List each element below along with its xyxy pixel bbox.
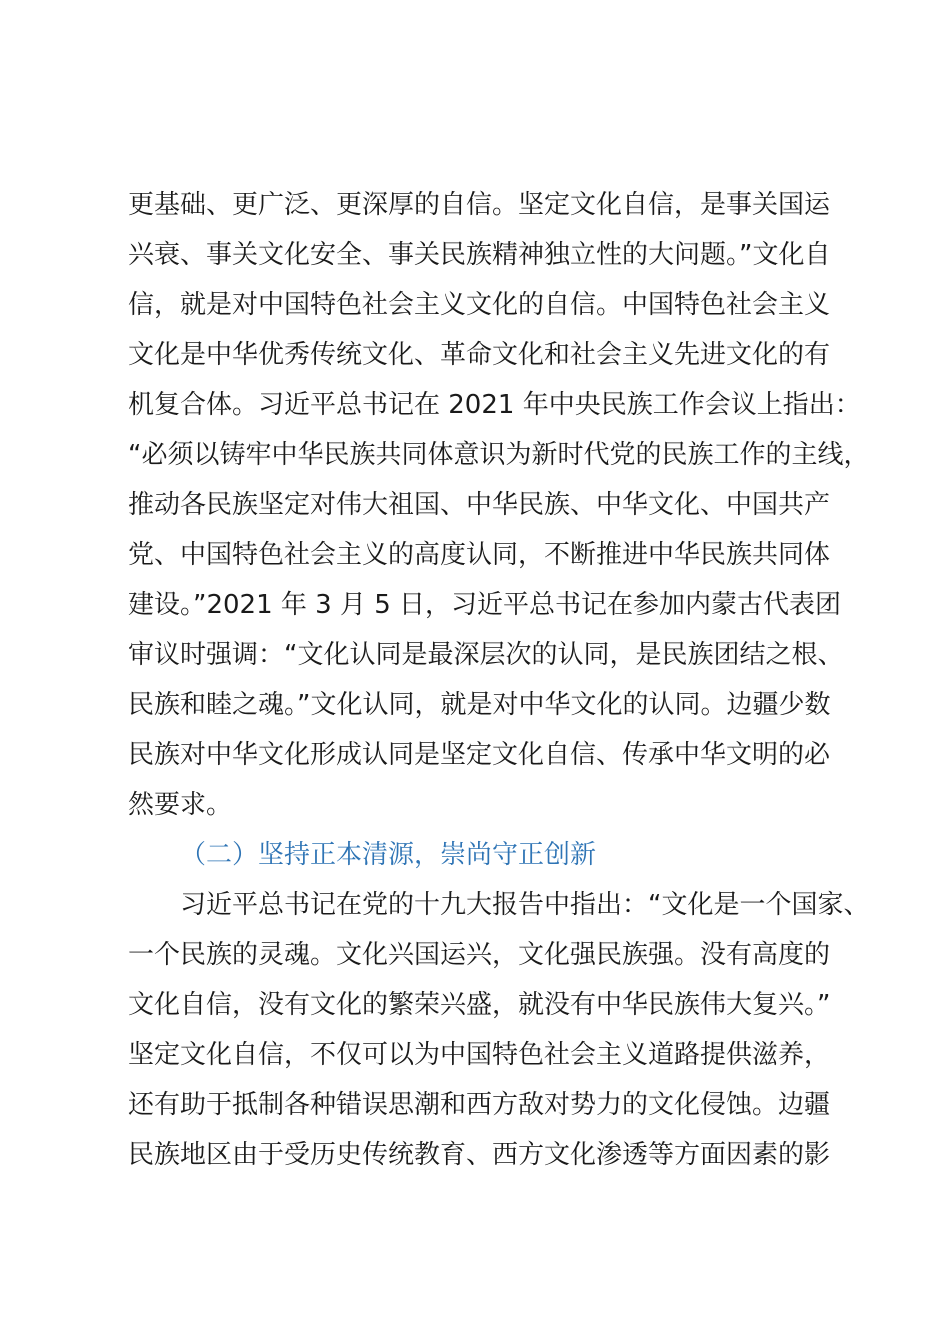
paragraph-nineteenth-congress bbox=[128, 880, 870, 1180]
paragraph-cultural-confidence bbox=[128, 180, 870, 830]
text-line: 一个民族的灵魂。文化兴国运兴，文化强民族强。没有高度的 bbox=[128, 940, 831, 970]
text-line: 文化是中华优秀传统文化、革命文化和社会主义先进文化的有 bbox=[128, 340, 831, 370]
text-line: 兴衰、事关文化安全、事关民族精神独立性的大问题。”文化自 bbox=[128, 240, 831, 270]
text-line: 党、中国特色社会主义的高度认同，不断推进中华民族共同体 bbox=[128, 540, 831, 570]
text-line: 习近平总书记在党的十九大报告中指出：“文化是一个国家、 bbox=[180, 890, 870, 920]
text-line: 民族对中华文化形成认同是坚定文化自信、传承中华文明的必 bbox=[128, 740, 831, 770]
text-line: 更基础、更广泛、更深厚的自信。坚定文化自信，是事关国运 bbox=[128, 190, 831, 220]
text-line: 民族和睦之魂。”文化认同，就是对中华文化的认同。边疆少数 bbox=[128, 690, 831, 720]
text-line: 还有助于抵制各种错误思潮和西方敌对势力的文化侵蚀。边疆 bbox=[128, 1090, 831, 1120]
text-line: “必须以铸牢中华民族共同体意识为新时代党的民族工作的主线， bbox=[128, 440, 870, 470]
text-line: 坚定文化自信，不仅可以为中国特色社会主义道路提供滋养， bbox=[128, 1040, 831, 1070]
text-line: 机复合体。习近平总书记在 2021 年中央民族工作会议上指出： bbox=[128, 390, 861, 420]
text-line: 信，就是对中国特色社会主义文化的自信。中国特色社会主义 bbox=[128, 290, 831, 320]
text-line: 审议时强调：“文化认同是最深层次的认同，是民族团结之根、 bbox=[128, 640, 844, 670]
text-line: 民族地区由于受历史传统教育、西方文化渗透等方面因素的影 bbox=[128, 1140, 831, 1170]
text-line: 然要求。 bbox=[128, 790, 233, 820]
text-line: 建设。”2021 年 3 月 5 日，习近平总书记在参加内蒙古代表团 bbox=[128, 590, 842, 620]
section-heading: （二）坚持正本清源，崇尚守正创新 bbox=[180, 840, 597, 870]
document-body bbox=[128, 180, 870, 1180]
text-line: 推动各民族坚定对伟大祖国、中华民族、中华文化、中国共产 bbox=[128, 490, 831, 520]
text-line: 文化自信，没有文化的繁荣兴盛，就没有中华民族伟大复兴。” bbox=[128, 990, 831, 1020]
